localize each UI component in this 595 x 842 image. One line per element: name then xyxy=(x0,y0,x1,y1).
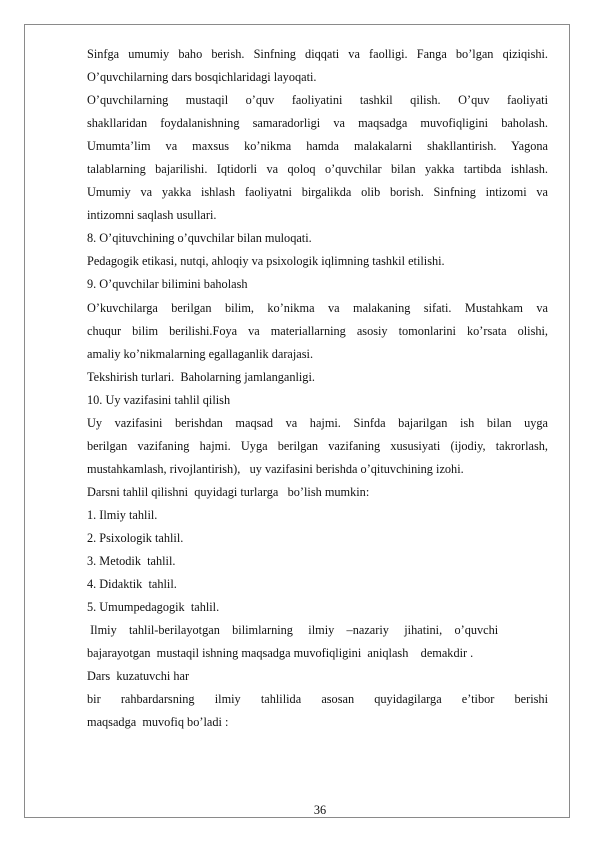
text-line: mustahkamlash, rivojlantirish), uy vazifasini berishda o’qituvchining izohi. xyxy=(87,461,464,476)
text-line: shakllaridan foydalanishning samaradorligi va maqsadga muvofiqligini baholash. xyxy=(87,116,548,131)
text-line: Umumiy va yakka ishlash faoliyatni birgalikda olib borish. Sinfning intizomi va xyxy=(87,185,548,200)
text-line: chuqur bilim berilishi.Foya va materiallarning asosiy tomonlarini ko’rsata olishi, xyxy=(87,323,548,338)
text-line: 8. O’qituvchining o’quvchilar bilan muloqati. xyxy=(87,231,312,246)
text-line: Umumta’lim va maxsus ko’nikma hamda malakalarni shakllantirish. Yagona xyxy=(87,139,548,154)
text-line: bir rahbardarsning ilmiy tahlilida asosan quyidagilarga e’tibor berishi xyxy=(87,692,548,707)
text-line: 3. Metodik tahlil. xyxy=(87,554,176,569)
text-line: 2. Psixologik tahlil. xyxy=(87,530,184,545)
text-line: 9. O’quvchilar bilimini baholash xyxy=(87,277,248,292)
text-line: Dars kuzatuvchi har xyxy=(87,669,190,684)
text-line: O’quvchilarning dars bosqichlaridagi layoqati. xyxy=(87,70,317,85)
text-line: talablarning bajarilishi. Iqtidorli va qoloq o’quvchilar bilan yakka tartibda ishlash. xyxy=(87,162,548,177)
text-line: Tekshirish turlari. Baholarning jamlanganligi. xyxy=(87,369,315,384)
text-line: O’quvchilarning mustaqil o’quv faoliyatini tashkil qilish. O’quv faoliyati xyxy=(87,93,548,108)
text-line: 5. Umumpedagogik tahlil. xyxy=(87,600,220,615)
text-line: berilgan vazifaning hajmi. Uyga berilgan vazifaning xususiyati (ijodiy, takrorlash, xyxy=(87,438,548,453)
text-line: Sinfga umumiy baho berish. Sinfning diqqati va faolligi. Fanga bo’lgan qiziqishi. xyxy=(87,47,548,61)
text-line: amaliy ko’nikmalarning egallaganlik darajasi. xyxy=(87,346,314,361)
document-body xyxy=(87,43,548,734)
text-line: O’kuvchilarga berilgan bilim, ko’nikma va malakaning sifati. Mustahkam va xyxy=(87,300,548,315)
text-line: bajarayotgan mustaqil ishning maqsadga muvofiqligini aniqlash demakdir . xyxy=(87,646,474,661)
text-line: 4. Didaktik tahlil. xyxy=(87,577,177,592)
text-line: maqsadga muvofiq bo’ladi : xyxy=(87,715,229,730)
text-line: Pedagogik etikasi, nutqi, ahloqiy va psixologik iqlimning tashkil etilishi. xyxy=(87,254,445,269)
text-line: 1. Ilmiy tahlil. xyxy=(87,507,158,522)
text-line: 10. Uy vazifasini tahlil qilish xyxy=(87,392,231,407)
text-line: Ilmiy tahlil-berilayotgan bilimlarning ilmiy –nazariy jihatini, o’quvchi xyxy=(87,623,499,638)
text-line: Uy vazifasini berishdan maqsad va hajmi. Sinfda bajarilgan ish bilan uyga xyxy=(87,415,548,430)
text-line: Darsni tahlil qilishni quyidagi turlarga bo’lish mumkin: xyxy=(87,484,370,499)
text-line: intizomni saqlash usullari. xyxy=(87,208,217,223)
page-number: 36 xyxy=(313,803,327,817)
